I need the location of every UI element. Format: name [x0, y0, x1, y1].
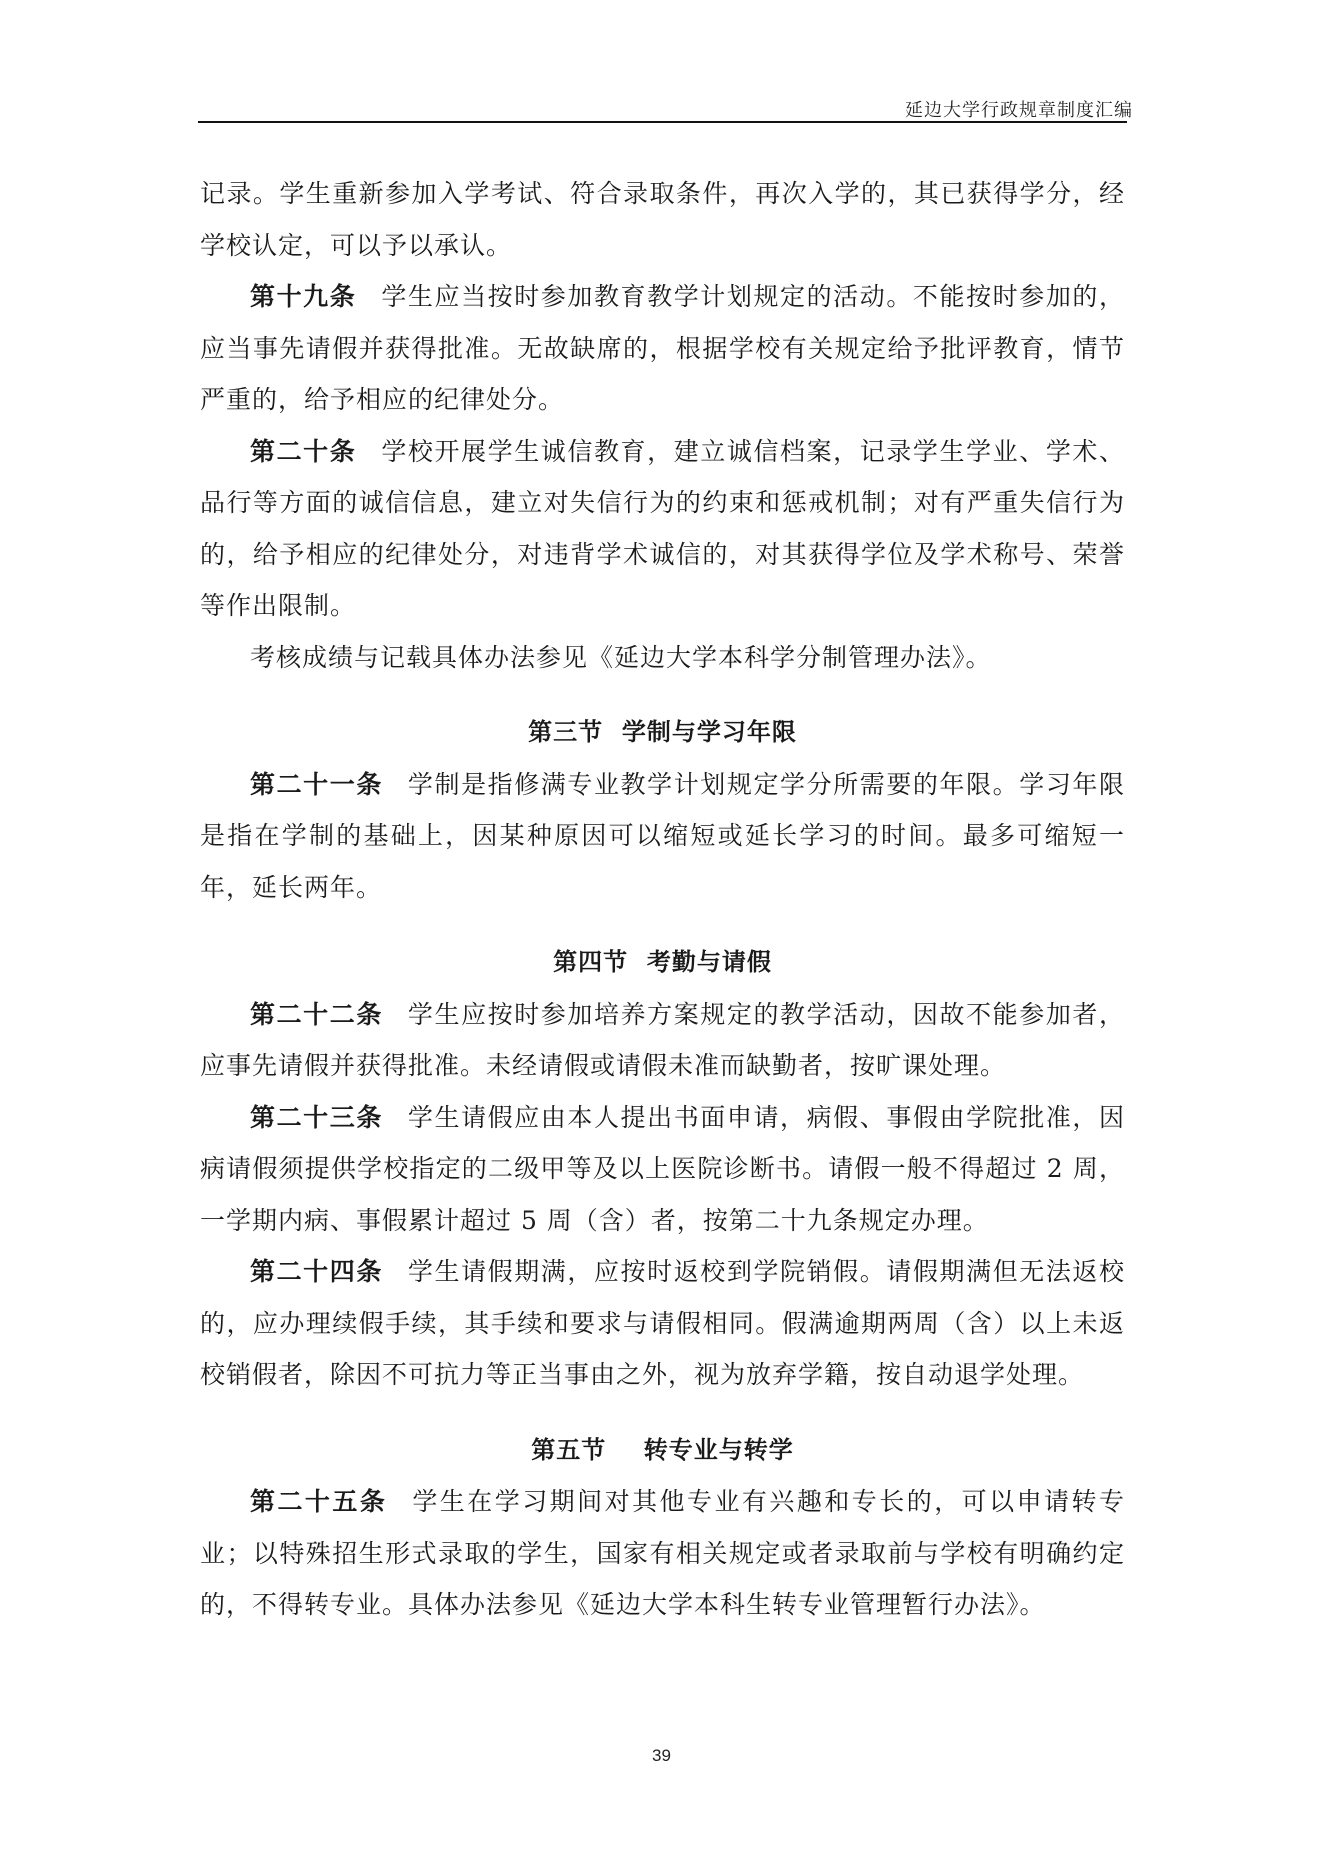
- article-19-text: 学生应当按时参加教育教学计划规定的活动。不能按时参加的，应当事先请假并获得批准。无故缺席的，根据学校有关规定给予批评教育，情节严重的，给予相应的纪律处分。: [200, 282, 1125, 414]
- header-divider: [198, 121, 1127, 123]
- article-20-label: 第二十条: [250, 436, 357, 466]
- section-5-heading: 第五节 转专业与转学: [531, 1435, 794, 1464]
- section-4-heading: 第四节 考勤与请假: [553, 948, 772, 976]
- page-body: [200, 168, 1125, 1631]
- document-header-title: 延边大学行政规章制度汇编: [905, 100, 1133, 121]
- article-22-label: 第二十二条: [250, 999, 383, 1029]
- spacer: [200, 913, 1125, 937]
- reference-note: 考核成绩与记载具体办法参见《延边大学本科学分制管理办法》。: [250, 642, 992, 672]
- article-19: [200, 271, 1125, 426]
- article-25-text: 学生在学习期间对其他专业有兴趣和专长的，可以申请转专业；以特殊招生形式录取的学生，国家有相关规定或者录取前与学校有明确约定的，不得转专业。具体办法参见《延边大学本科生转专业管理暂行办法》。: [200, 1487, 1125, 1619]
- article-23-text: 学生请假应由本人提出书面申请，病假、事假由学院批准，因病请假须提供学校指定的二级甲等及以上医院诊断书。请假一般不得超过 2 周，一学期内病、事假累计超过 5 周（含）者，按第二十九条规定办理。: [200, 1102, 1125, 1235]
- article-22-text: 学生应按时参加培养方案规定的教学活动，因故不能参加者，应事先请假并获得批准。未经请假或请假未准而缺勤者，按旷课处理。: [200, 999, 1125, 1080]
- article-21-label: 第二十一条: [250, 769, 383, 799]
- article-19-label: 第十九条: [250, 282, 357, 311]
- spacer: [200, 683, 1125, 707]
- article-25-label: 第二十五条: [250, 1487, 388, 1516]
- page-number: 39: [652, 1746, 671, 1765]
- article-20: [200, 426, 1125, 632]
- section-3-heading: 第三节 学制与学习年限: [528, 718, 797, 746]
- article-23: [200, 1092, 1125, 1247]
- article-21-text: 学制是指修满专业教学计划规定学分所需要的年限。学习年限是指在学制的基础上，因某种原因可以缩短或延长学习的时间。最多可缩短一年，延长两年。: [200, 769, 1125, 902]
- continued-paragraph: 记录。学生重新参加入学考试、符合录取条件，再次入学的，其已获得学分，经学校认定，可以予以承认。: [200, 179, 1125, 260]
- spacer: [200, 1401, 1125, 1425]
- article-24: [200, 1246, 1125, 1401]
- article-21: [200, 759, 1125, 914]
- article-24-text: 学生请假期满，应按时返校到学院销假。请假期满但无法返校的，应办理续假手续，其手续和要求与请假相同。假满逾期两周（含）以上未返校销假者，除因不可抗力等正当事由之外，视为放弃学籍，按自动退学处理。: [200, 1257, 1125, 1389]
- article-24-label: 第二十四条: [250, 1257, 383, 1286]
- article-20-text: 学校开展学生诚信教育，建立诚信档案，记录学生学业、学术、品行等方面的诚信信息，建立对失信行为的约束和惩戒机制；对有严重失信行为的，给予相应的纪律处分，对违背学术诚信的，对其获得学位及学术称号、荣誉等作出限制。: [200, 436, 1125, 620]
- article-22: [200, 989, 1125, 1092]
- article-25: [200, 1476, 1125, 1631]
- article-23-label: 第二十三条: [250, 1102, 383, 1132]
